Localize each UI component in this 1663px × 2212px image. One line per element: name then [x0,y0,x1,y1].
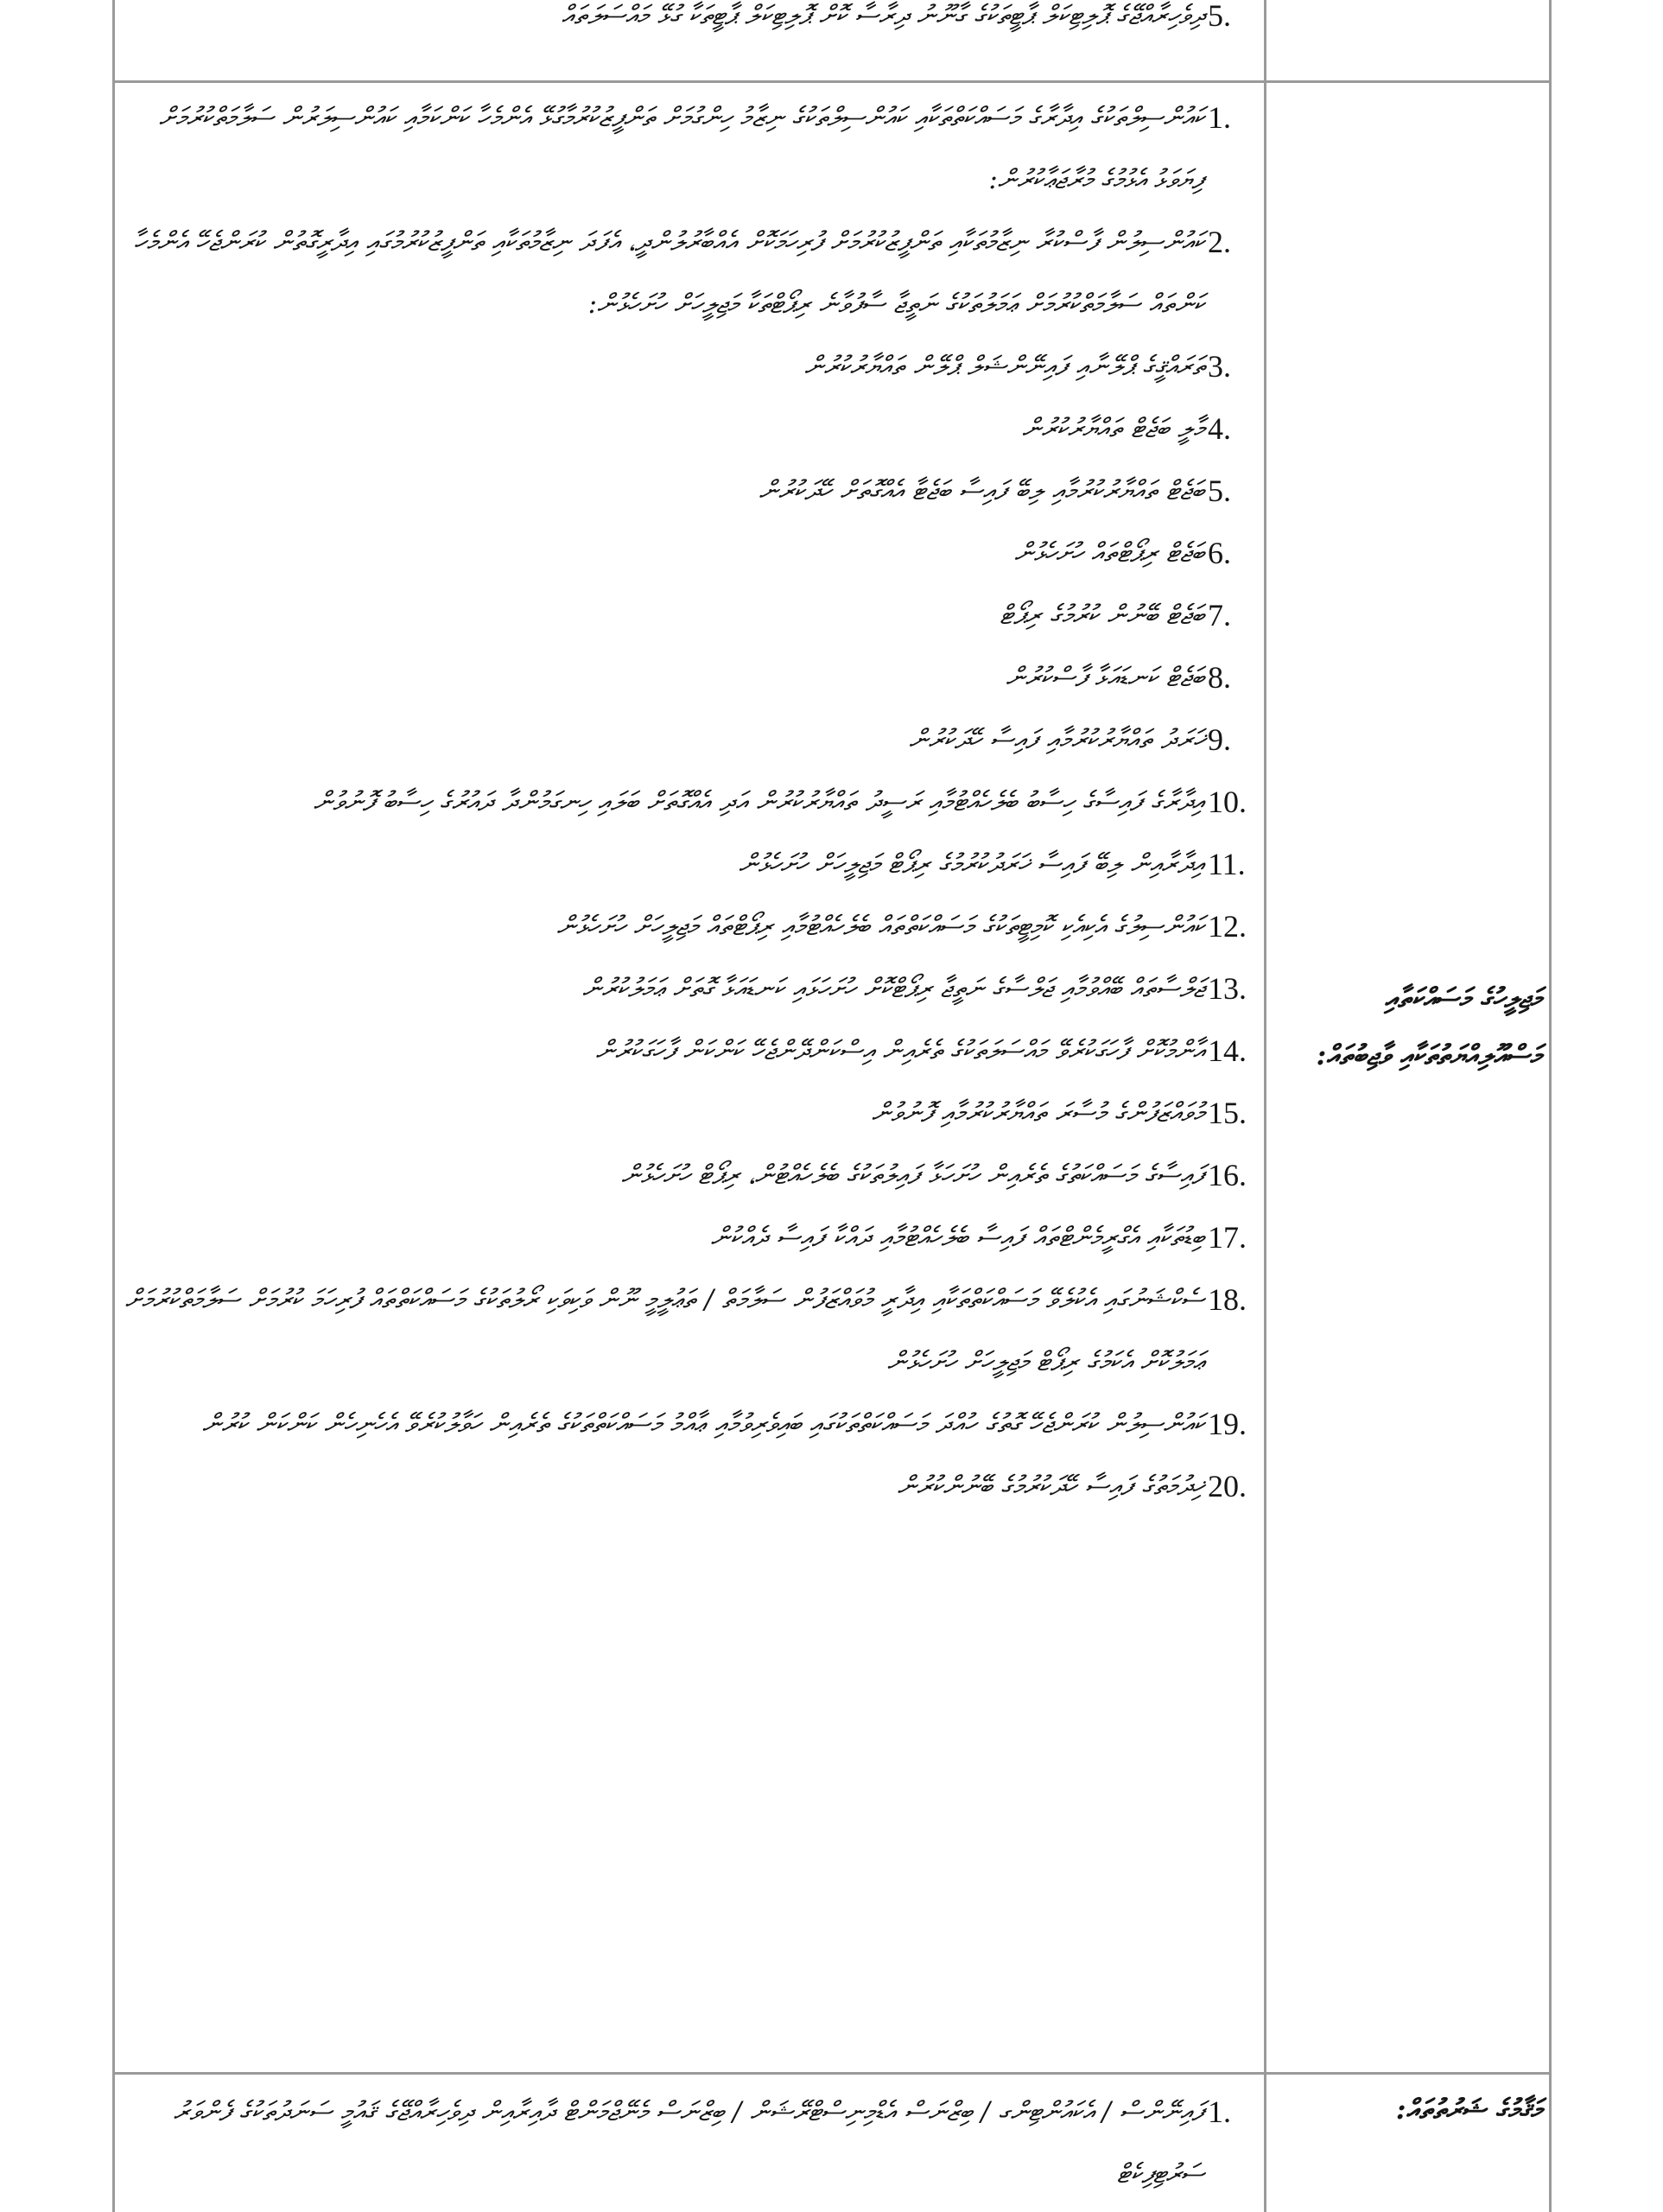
duty-item-14 [117,1020,1258,1082]
requirements-label: މަޤާމުގެ ޝަރުތުތައް: [1395,2093,1541,2126]
item-text: ބަޖެޓް ކަނޑައަޅާ ފާސްކުރުން [1006,662,1204,693]
duty-item-8 [117,646,1258,709]
duty-item-3 [117,335,1258,397]
item-text: ތަރައްޤީގެ ޕްލޭނާއި ފައިނޭންޝަލް ޕްލޭން ތައްޔާރުކުރުން [804,351,1204,382]
item-text: އިދާރާގެ ފައިސާގެ ހިސާބު ބެލެހެއްޓުމާއި ރަސީދު ތައްޔާރުކުރުން އަދި އެއްގޮތަށް ބަލައި ހިނގަމުންދާ ދައުރުގެ ހިސާބު ފޮނުވުން [313,786,1204,817]
item-number: 18. [1208,1282,1247,1317]
item-number: 8. [1208,660,1231,695]
item-number: 15. [1208,1096,1247,1130]
item-number: 14. [1208,1033,1247,1068]
item-text: ސެކްޝަނުގައި އެކުލެވޭ މަސައްކަތްތަކާއި އިދާރީ މުވައްޒަފުން ސަލާމަތް / ތަޢުލީމީ ނޫން ވަކިވަކި ރޯލުތަކުގެ މަސައްކަތްތައް ފުރިހަމަ ކުރުމަށް ސަލާމަތްކުރުމަށް ޢަމަލުކޮށް އެކަމުގެ ރިޕޯޓް މަޖިލީހަށް ހުށަހެޅުން [124,1284,1204,1377]
duty-item-16 [117,1144,1258,1206]
duty-item-19 [117,1393,1258,1455]
item-text: ދިވެހިރާއްޖޭގެ ޕޮލިޓިކަލް ޕާޓީތަކުގެ ގާނޫނު ދިރާސާ ކޮށް ޕޮލިޓިކަލް ޕާޓީތަކާ ގުޅޭ މައްސަލަތައް [561,0,1204,31]
duty-item-1 [117,86,1258,211]
item-text: މާލީ ބަޖެޓް ތައްޔާރުކުރުން [1021,413,1204,444]
duty-item-6 [117,522,1258,584]
item-text: އިދާރާއިން ލިބޭ ފައިސާ ޚަރަދުކުރުމުގެ ރިޕޯޓް މަޖިލީހަށް ހުށަހެޅުން [739,849,1204,880]
column-divider [1264,0,1266,2212]
item-number: 11. [1208,847,1246,881]
item-text: ބަޖެޓް ބޭނުން ކުރުމުގެ ރިޕޯޓް [1000,600,1204,631]
requirements-list [117,2081,1258,2205]
item-text: މުވައްޒަފުންގެ މުސާރަ ތައްޔާރުކުރުމާއި ފޮނުވުން [871,1097,1204,1128]
item-text: ކައުންސިލުގެ އެކިއެކި ކޮމިޓީތަކުގެ މަސައްކަތްތައް ބެލެހެއްޓުމާއި ރިޕޯޓްތައް މަޖިލީހަށް ހުށަހެޅުން [556,911,1204,942]
item-number: 17. [1208,1220,1247,1255]
duty-item-17 [117,1206,1258,1268]
item-number: 16. [1208,1158,1247,1192]
item-number: 5. [1208,474,1231,508]
row-divider-top [112,80,1552,83]
item-number: 9. [1208,722,1231,757]
item-number: 7. [1208,598,1231,632]
item-text: ޚަރަދު ތައްޔާރުކުރުމާއި ފައިސާ ހޭދަކުރުން [909,724,1204,755]
item-number: 12. [1208,909,1247,944]
item-number: 19. [1208,1407,1247,1441]
item-text: ބިޑުތަކާއި އެގްރީމެންޓްތައް ފައިސާ ބެލެހެއްޓުމާއި ދައްކާ ފައިސާ ދެއްކުން [710,1222,1204,1253]
duty-item-4 [117,397,1258,460]
duty-item-11 [117,833,1258,895]
top-row-content [117,0,1258,47]
item-number: 3. [1208,349,1231,384]
duty-item-9 [117,709,1258,771]
item-number: 5. [1208,0,1231,33]
item-number: 1. [1208,2094,1231,2129]
item-text: ފައިނޭންސް / އެކައުންޓިންގ / ބިޒްނަސް އެޑްމިނިސްޓްރޭޝަން / ބިޒްނަސް މެނޭޖްމަންޓް ދާއިރާއިން ދިވެހިރާއްޖޭގެ ޤައުމީ ސަނަދުތަކުގެ ފެންވަރު ސަރުޓިފިކެޓް [173,2096,1204,2190]
row-divider-bottom [112,2072,1552,2075]
duty-item-5 [117,460,1258,522]
item-text: ކައުންސިލްތަކުގެ އިދާރާގެ މަސައްކަތްތަކާއި ކައުންސިލްތަކުގެ ނިޒާމު ހިންގުމަށް ތަންފީޒުކުރުމާގުޅޭ އެންމެހާ ކަންކަމާއި ކައުންސިލަރުން ސަލާމަތްކުރުމަށް ފިޔަވަޅު އެޅުމުގެ މުރާޖަޢާކުރުން: [158,102,1204,195]
item-text: ޖަލްސާތައް ބޭއްވުމާއި ޖަލްސާގެ ނަތީޖާ ރިޕޯޓްކޮށް ހުށަހަޅައި ކަނޑައަޅާ ގޮތަށް ޢަމަލުކުރުން [581,973,1204,1004]
duty-item-18 [117,1268,1258,1393]
duty-item-12 [117,895,1258,957]
item-text: ކައުންސިލުން ފާސްކުރާ ނިޒާމުތަކާއި ތަންފީޒުކުރުމަށް ފުރިހަމަކޮށް އެއްބާރުލުންދީ، އެފަދަ ނިޒާމުތަކާއި ތަންފީޒުކުރުމުގައި އިދާރީގޮތުން ކުރަންޖެހޭ އެންމެހާ ކަންތައް ސަލާމަތްކުރުމަށް ޢަމަލުތަކުގެ ނަތީޖާ ސާފުވާނެ ރިޕޯޓްތަކާ މަޖިލީހަށް ހުށަހެޅުން: [133,226,1204,320]
duty-item-13 [117,957,1258,1020]
item-number: 6. [1208,536,1231,570]
duties-label: މަޖިލީހުގެ މަސައްކަތާއި މަސްއޫލިއްޔަތުތަކާއި ވާޖިބުތައް: [1316,982,1541,1071]
duty-item-10 [117,771,1258,833]
duty-item-15 [117,1082,1258,1144]
item-text: ބަޖެޓް ރިޕޯޓްތައް ހުށަހެޅުން [1014,537,1204,569]
duty-item-2 [117,211,1258,335]
duty-item-7 [117,584,1258,646]
item-number: 10. [1208,785,1247,819]
item-text: ޚިދުމަތުގެ ފައިސާ ހޭދަކުރުމުގެ ބޭނުންކުރުން [897,1471,1204,1502]
item-number: 13. [1208,971,1247,1006]
duties-list [117,86,1258,1517]
item-number: 20. [1208,1469,1247,1503]
requirement-item-1 [117,2081,1258,2205]
item-text: ފައިސާގެ މަސައްކަތުގެ ތެރެއިން ހުށަހަޅާ ފައިލުތަކުގެ ބެލެހެއްޓުން، ރިޕޯޓް ހުށަހެޅުން [621,1160,1204,1191]
item-number: 1. [1208,100,1231,135]
item-text: އާންމުކޮށް ފާހަގަކުރެވޭ މައްސަލަތަކުގެ ތެރެއިން އިސްކަންދޭންޖެހޭ ކަންކަން ފާހަގަކުރުން [595,1035,1204,1066]
item-text: ކައުންސިލުން ކުރަންޖެހޭ ގޮތުގެ ހުއްދަ މަސައްކަތްތަކުގައި ބައިވެރިވުމާއި ޢާއްމު މަސައްކަތްތަކުގެ ތެރެއިން ހަވާލުކުރެވޭ އެހެނިހެން ކަންކަން ކުރުން [201,1408,1204,1440]
duty-item-20 [117,1455,1258,1517]
item-text: ބަޖެޓް ތައްޔާރުކުރުމާއި ލިބޭ ފައިސާ ބަޖެޓާ އެއްގޮތަށް ހޭދަކުރުން [759,475,1204,506]
item-number: 2. [1208,225,1231,259]
top-row-item-5 [117,0,1258,47]
item-number: 4. [1208,411,1231,446]
